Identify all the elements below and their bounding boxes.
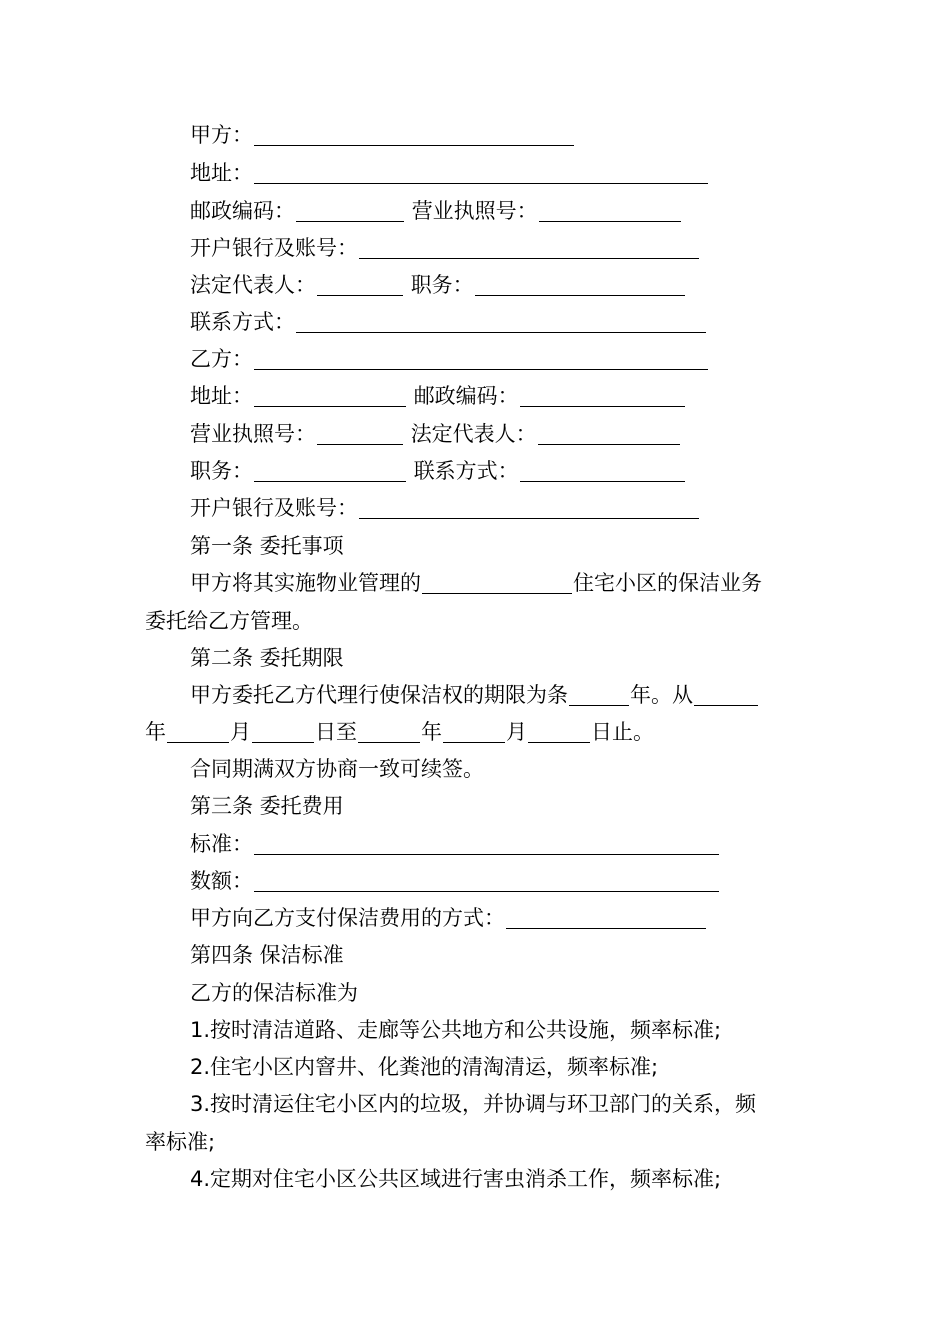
- article2-start-month-blank: [167, 714, 229, 743]
- article2-term-blank: [569, 677, 629, 706]
- party-b-license-line: [190, 416, 681, 453]
- article2-start-year-unit: 年: [145, 720, 166, 744]
- party-a-address-line: [190, 155, 709, 192]
- article2-line1: [190, 677, 759, 714]
- party-a-contact-blank: [296, 304, 706, 333]
- party-a-name-blank: [254, 117, 574, 146]
- article3-standard-blank: [254, 826, 719, 855]
- party-a-address-blank: [254, 155, 708, 184]
- article2-end-month-blank: [443, 714, 505, 743]
- party-a-name-line: [190, 117, 575, 154]
- article3-amount-label: 数额：: [190, 869, 253, 893]
- article2-end-month-unit: 月: [506, 720, 527, 744]
- article4-item2: 2.住宅小区内窨井、化粪池的清淘清运，频率标准;: [190, 1055, 659, 1079]
- party-a-legal-rep-blank: [317, 267, 403, 296]
- article3-amount-blank: [254, 863, 719, 892]
- article2-start-year-blank: [694, 677, 758, 706]
- party-a-bank-label: 开户银行及账号：: [190, 236, 358, 260]
- party-b-bank-label: 开户银行及账号：: [190, 496, 358, 520]
- article3-payment-line: [190, 900, 707, 937]
- party-b-bank-line: [190, 490, 700, 527]
- article3-amount-line: [190, 863, 720, 900]
- party-a-contact-label: 联系方式：: [190, 310, 295, 334]
- party-b-bank-blank: [359, 490, 699, 519]
- article4-title: 第四条 保洁标准: [190, 943, 344, 967]
- article2-end-year-unit: 年: [421, 720, 442, 744]
- party-b-position-line: [190, 453, 686, 490]
- article2-renew: 合同期满双方协商一致可续签。: [190, 757, 484, 781]
- article2-from: 。从: [651, 683, 693, 707]
- party-b-legal-rep-blank: [538, 416, 680, 445]
- party-a-name-label: 甲方：: [190, 123, 253, 147]
- party-b-position-label: 职务：: [190, 459, 253, 483]
- article1-line1: [190, 565, 762, 602]
- article3-payment-label: 甲方向乙方支付保洁费用的方式：: [190, 906, 505, 930]
- party-b-position-blank: [254, 453, 406, 482]
- article1-text-a: 甲方将其实施物业管理的: [190, 571, 421, 595]
- article1-community-blank: [422, 565, 572, 594]
- party-b-name-line: [190, 341, 709, 378]
- party-a-address-label: 地址：: [190, 161, 253, 185]
- party-b-legal-rep-label: 法定代表人：: [410, 422, 537, 446]
- article1-title: 第一条 委托事项: [190, 534, 344, 558]
- article1-line2: 委托给乙方管理。: [145, 609, 313, 633]
- article2-year-unit: 年: [630, 683, 651, 707]
- article4-item4: 4.定期对住宅小区公共区域进行害虫消杀工作，频率标准;: [190, 1167, 722, 1191]
- party-a-contact-line: [190, 304, 707, 341]
- article1-text-b: 住宅小区的保洁业务: [573, 571, 762, 595]
- article2-title: 第二条 委托期限: [190, 646, 344, 670]
- article2-start-day-blank: [252, 714, 314, 743]
- party-a-postcode-label: 邮政编码：: [190, 199, 295, 223]
- party-b-license-label: 营业执照号：: [190, 422, 316, 446]
- party-a-license-blank: [539, 193, 681, 222]
- article3-payment-blank: [506, 900, 706, 929]
- party-b-address-blank: [254, 378, 406, 407]
- party-b-postcode-blank: [520, 378, 685, 407]
- article3-title: 第三条 委托费用: [190, 794, 344, 818]
- party-b-address-line: [190, 378, 686, 415]
- article2-end-year-blank: [358, 714, 420, 743]
- party-b-postcode-label: 邮政编码：: [413, 384, 519, 408]
- article3-standard-line: [190, 826, 720, 863]
- article2-text-a: 甲方委托乙方代理行使保洁权的期限为条: [190, 683, 568, 707]
- party-a-license-label: 营业执照号：: [411, 199, 538, 223]
- article2-day-end: 日止。: [591, 720, 654, 744]
- article4-item1: 1.按时清洁道路、走廊等公共地方和公共设施，频率标准;: [190, 1018, 722, 1042]
- party-b-contact-label: 联系方式：: [413, 459, 519, 483]
- article2-end-day-blank: [528, 714, 590, 743]
- party-a-legal-rep-label: 法定代表人：: [190, 273, 316, 297]
- party-a-legal-rep-line: [190, 267, 686, 304]
- party-b-name-label: 乙方：: [190, 347, 253, 371]
- party-b-address-label: 地址：: [190, 384, 253, 408]
- party-a-bank-line: [190, 230, 700, 267]
- article2-start-month-unit: 月: [230, 720, 251, 744]
- party-b-contact-blank: [520, 453, 685, 482]
- article4-intro: 乙方的保洁标准为: [190, 981, 358, 1005]
- article4-item3-line2: 率标准;: [145, 1130, 216, 1154]
- party-a-bank-blank: [359, 230, 699, 259]
- article4-item3-line1: 3.按时清运住宅小区内的垃圾，并协调与环卫部门的关系，频: [190, 1092, 757, 1116]
- article2-day-to: 日至: [315, 720, 357, 744]
- party-b-name-blank: [254, 341, 708, 370]
- party-a-position-label: 职务：: [410, 273, 474, 297]
- party-a-postcode-blank: [296, 193, 404, 222]
- party-b-license-blank: [317, 416, 403, 445]
- party-a-position-blank: [475, 267, 685, 296]
- article3-standard-label: 标准：: [190, 832, 253, 856]
- article2-line2: [145, 714, 654, 751]
- party-a-postcode-line: [190, 193, 682, 230]
